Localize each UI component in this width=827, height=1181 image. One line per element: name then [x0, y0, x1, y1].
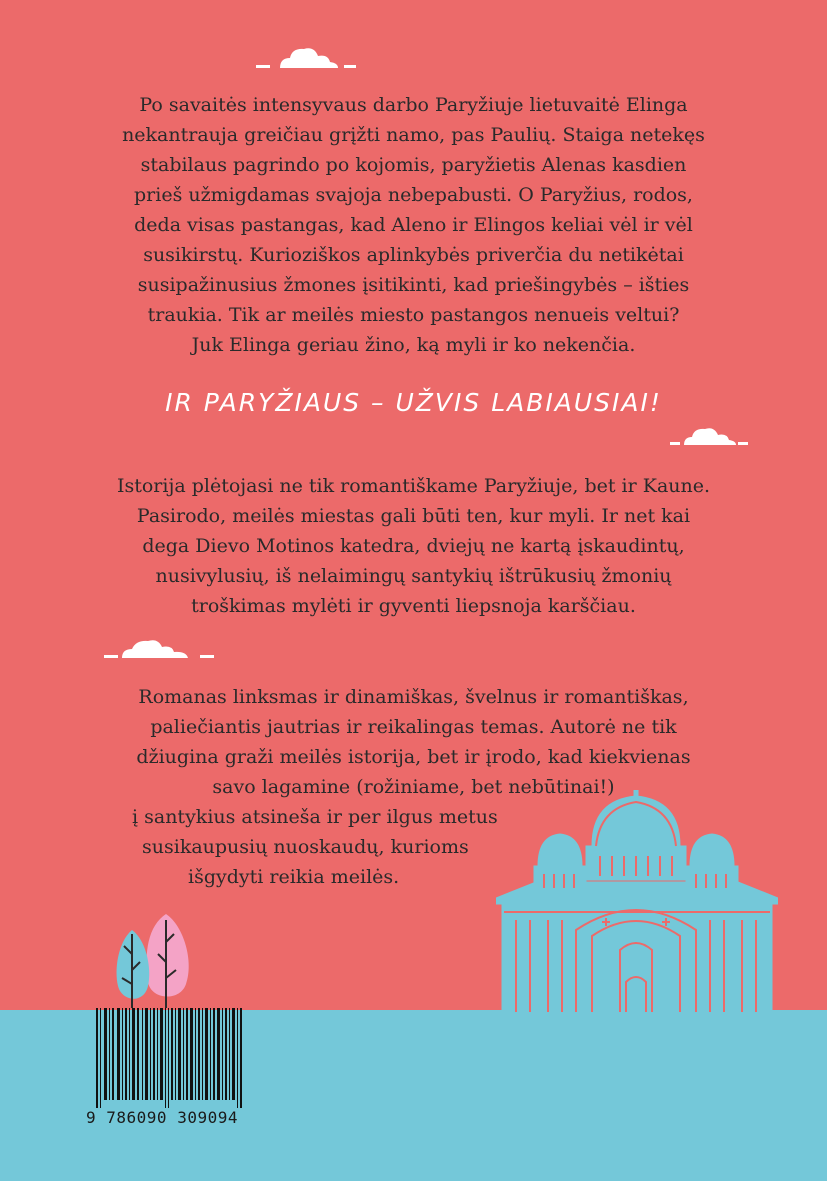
blurb-line: paliečiantis jautrias ir reikalingas temas. Autorė ne tik [150, 716, 677, 738]
blurb-line: stabilaus pagrindo po kojomis, paryžietis Alenas kasdien [140, 154, 687, 176]
cloud-icon [668, 423, 750, 447]
blurb-line: Juk Elinga geriau žino, ką myli ir ko nekenčia. [191, 334, 636, 356]
blurb-line: susikirstų. Kurioziškos aplinkybės priverčia du netikėtai [143, 244, 684, 266]
blurb-line: nekantrauja greičiau grįžti namo, pas Paulių. Staiga netekęs [122, 124, 705, 146]
blurb-line: deda visas pastangas, kad Aleno ir Elingos keliai vėl ir vėl [134, 214, 693, 236]
blurb-line: Istorija plėtojasi ne tik romantiškame Paryžiuje, bet ir Kaune. [116, 475, 711, 497]
blurb-line: dega Dievo Motinos katedra, dviejų ne kartą įskaudintų, [142, 535, 685, 557]
trees-icon [108, 912, 198, 1012]
blurb-line: traukia. Tik ar meilės miesto pastangos nenueis veltui? [147, 304, 680, 326]
blurb-line: džiugina graži meilės istorija, bet ir įrodo, kad kiekvienas [136, 746, 691, 768]
blurb-line: Pasirodo, meilės miestas gali būti ten, kur myli. Ir net kai [136, 505, 691, 527]
cloud-icon [100, 636, 230, 662]
blurb-line: savo lagamine (rožiniame, bet nebūtinai!) [212, 776, 615, 798]
blurb-line: į santykius atsineša ir per ilgus metus [132, 806, 498, 828]
blurb-line: išgydyti reikia meilės. [188, 866, 400, 888]
blurb-line: Po savaitės intensyvaus darbo Paryžiuje lietuvaitė Elinga [139, 94, 688, 116]
isbn-number: 9 786090 309094 [86, 1108, 238, 1127]
church-icon [496, 790, 778, 1012]
cloud-icon [250, 44, 360, 70]
blurb-line: prieš užmigdamas svajoja nebepabusti. O Paryžius, rodos, [134, 184, 693, 206]
blurb-line: troškimas mylėti ir gyventi liepsnoja karščiau. [191, 595, 636, 617]
blurb-line: Romanas linksmas ir dinamiškas, švelnus ir romantiškas, [138, 686, 689, 708]
tagline: IR PARYŽIAUS – UŽVIS LABIAUSIAI! [165, 388, 662, 417]
blurb-line: susikaupusių nuoskaudų, kurioms [142, 836, 469, 858]
blurb-paragraph-2 [80, 471, 747, 621]
blurb-line: susipažinusius žmones įsitikinti, kad priešingybės – išties [137, 274, 690, 296]
blurb-line: nusivylusių, iš nelaimingų santykių ištrūkusių žmonių [155, 565, 672, 587]
blurb-paragraph-1 [100, 90, 727, 360]
barcode-icon [96, 1008, 246, 1108]
